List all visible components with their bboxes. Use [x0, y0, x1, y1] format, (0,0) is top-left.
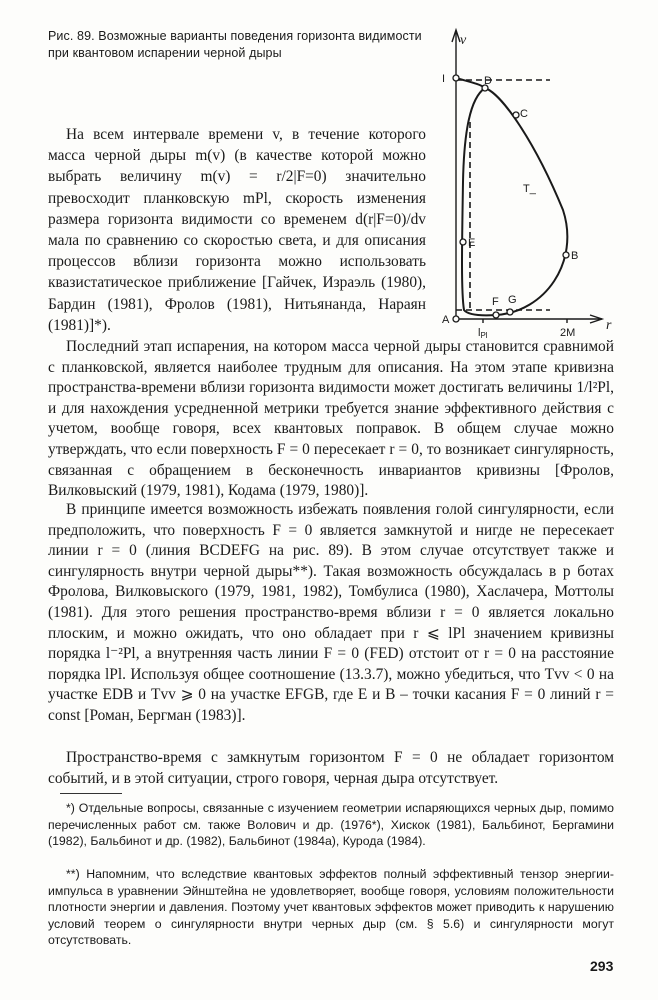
paragraph-2: Последний этап испарения, на котором масса черной дыры становится сравнимой с планковской, является наиболее трудным для описания. На этом этапе кривизна пространства-времени вблизи горизонта видимости может достигать величины 1/l²Pl, и для нахождения усредненной метрики требуется знание эффективного действия с учетом, вообще говоря, всех квантовых поправок. В общем случае можно утверждать, что если поверхность F = 0 пересекает r = 0, то возникает сингулярность, связанная с обращением в бесконечность инвариантов кривизны [Фролов, Вилковыский (1979, 1981), Кодама (1979, 1980)]. [48, 338, 614, 500]
label-v: v [460, 33, 467, 48]
label-g: G [508, 294, 517, 306]
label-f: F [492, 296, 499, 308]
tick-label-lpl: lPl [478, 327, 488, 340]
point-e [460, 239, 466, 245]
horizon-curve [456, 78, 567, 315]
paragraph-4: Пространство-время с замкнутым горизонтом F = 0 не обладает горизонтом событий, и в этой ситуации, строго говоря, черная дыра отсутствует. [48, 749, 614, 787]
label-t: T_ [523, 183, 536, 195]
point-b [563, 252, 569, 258]
label-i: I [442, 73, 446, 85]
label-a: A [442, 314, 450, 326]
footnote-1: *) Отдельные вопросы, связанные с изучением геометрии испаряющихся черных дыр, помимо перечисленных работ см. также Волович и др. (1976*), Хискок (1981), Бальбинот, Бергамини (1982), Бальбинот и др. (1982), Бальбинот (1984а), Курода (1984). [48, 801, 614, 849]
paragraph-3: В принципе имеется возможность избежать появления голой сингулярности, если предположить, что поверхность F = 0 является замкнутой и нигде не пересекает линии r = 0 (линия BCDEFG на рис. 89). В этом случае отсутствует также и сингулярность внутри черной дыры**). Такая возможность обсуждалась в р ботах Фролова, Вилковыского (1979, 1981, 1982), Томбулиса (1980), Хаслачера, Моттолы (1981). Для этого решения пространство-время вблизи r = 0 является локально плоским, и можно ожидать, что оно обладает при r ⩽ lPl значением кривизны порядка l⁻²Pl, а внутренняя часть линии F = 0 (FED) отстоит от r = 0 на расстояние порядка lPl. Используя общее соотношение (13.3.7), можно убедиться, что Tvv < 0 на участке EDB и Tvv ⩾ 0 на участке EFGB, где E и B – точки касания F = 0 линий r = const [Роман, Бергман (1983)]. [48, 501, 614, 724]
label-b: B [571, 250, 579, 262]
page-number: 293 [590, 958, 614, 974]
label-c: C [520, 108, 528, 120]
footnote-divider [60, 793, 122, 794]
label-d: D [484, 75, 492, 87]
label-e: E [468, 237, 476, 249]
figure-caption: Рис. 89. Возможные варианты поведения горизонта видимости при квантовом испарении черной дыры [48, 29, 422, 60]
figure-89-diagram [430, 22, 630, 352]
footnote-2: **) Напомним, что вследствие квантовых эффектов полный эффективный тензор энергии-импульса в уравнении Эйнштейна не удовлетворяет, вообще говоря, условиям положительности плотности энергии и давления. Поэтому учет квантовых эффектов может приводить к нарушению условий теорем о сингулярности внутри черных дыр (см. § 5.6) и сингулярности могут отсутствовать. [48, 867, 614, 948]
label-r: r [606, 318, 612, 333]
point-a [453, 316, 459, 322]
point-c [513, 112, 519, 118]
point-f [493, 312, 499, 318]
point-i [453, 75, 459, 81]
tick-label-2m: 2M [560, 327, 576, 339]
paragraph-1: На всем интервале времени v, в течение которого масса черной дыры m(v) (в качестве которой можно выбрать величину m(v) = r/2|F=0) значительно превосходит планковскую mPl, скорость изменения размера горизонта видимости со временем d(r|F=0)/dv мала по сравнению со скоростью света, и для описания процессов вблизи горизонта можно использовать квазистатическое приближение [Гайчек, Израэль (1980), Бардин (1981), Фролов (1981), Нитьянанда, Нараян (1981)]*). [48, 126, 426, 334]
point-g [507, 309, 513, 315]
